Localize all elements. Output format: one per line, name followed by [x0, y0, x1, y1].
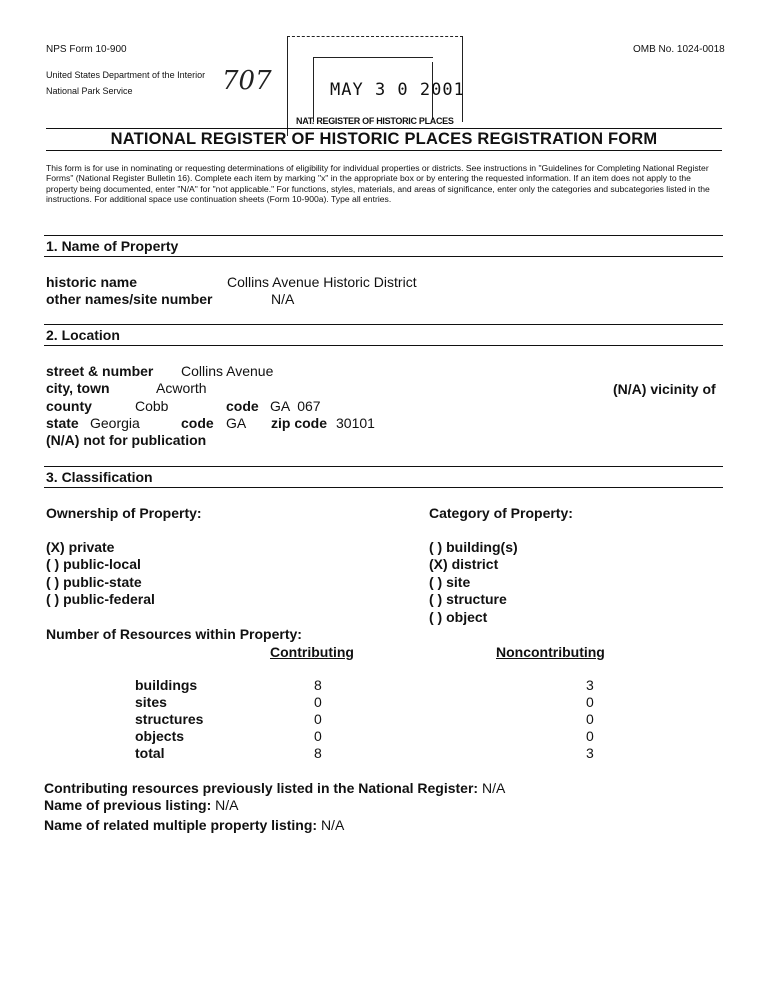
zip-label: zip code — [271, 415, 328, 431]
zip-value: 30101 — [336, 415, 375, 431]
category-label: structure — [446, 591, 507, 607]
category-option — [429, 539, 518, 555]
department-name: United States Department of the Interior — [46, 70, 206, 80]
multiple-property-label: Name of related multiple property listing: — [44, 817, 318, 833]
resource-contributing: 0 — [314, 711, 322, 727]
resource-contributing: 0 — [314, 694, 322, 710]
multiple-property-row — [44, 817, 344, 833]
county-code-value: GA 067 — [270, 398, 321, 414]
category-label: district — [451, 556, 499, 572]
state-code-value: GA — [226, 415, 247, 431]
resource-label: total — [135, 745, 165, 761]
stamp-text: NAT. REGISTER OF HISTORIC PLACES — [296, 116, 454, 126]
ownership-checkbox: ( ) — [46, 591, 60, 607]
resource-label: buildings — [135, 677, 198, 693]
category-checkbox: ( ) — [429, 539, 443, 555]
ownership-label: public-local — [63, 556, 141, 572]
form-title: NATIONAL REGISTER OF HISTORIC PLACES REGISTRATION FORM — [110, 130, 658, 148]
multiple-property-value: N/A — [320, 817, 345, 833]
ownership-title: Ownership of Property: — [46, 505, 202, 521]
section3-title: 3. Classification — [46, 469, 153, 485]
contributing-header: Contributing — [270, 644, 354, 660]
historic-name-row — [46, 274, 137, 290]
previously-listed-row — [44, 780, 505, 796]
ownership-label: private — [68, 539, 115, 555]
ownership-option — [46, 539, 114, 555]
ownership-checkbox: ( ) — [46, 574, 60, 590]
state-label: state — [46, 415, 79, 431]
street-label: street & number — [46, 363, 154, 379]
category-label: site — [446, 574, 471, 590]
category-option — [429, 574, 470, 590]
section2-rule-bottom — [44, 345, 723, 346]
resource-label: sites — [135, 694, 167, 710]
county-code-label: code — [226, 398, 259, 414]
ownership-checkbox: (X) — [46, 539, 65, 555]
instructions-paragraph: This form is for use in nominating or requesting determinations of eligibility for individual properties or districts. See instructions in "Guidelines for Completing National Register Forms" (National Register Bulletin 16). Complete each item by marking "x" in the appropriate box or by entering the requested information. If an item does not apply to the property being documented, enter "N/A" for "not applicable." For functions, styles, materials, and areas of significance, enter only the categories and subcategories listed in the instructions. For additional space use continuation sheets (Form 10-900a). Type all entries. — [46, 163, 710, 205]
resource-noncontributing: 3 — [586, 745, 594, 761]
county-value: Cobb — [135, 398, 169, 414]
resource-contributing: 8 — [314, 677, 322, 693]
section3-rule-top — [44, 466, 723, 467]
historic-name-label: historic name — [46, 274, 138, 290]
state-value: Georgia — [90, 415, 140, 431]
resource-noncontributing: 3 — [586, 677, 594, 693]
state-code-label: code — [181, 415, 214, 431]
section2-title: 2. Location — [46, 327, 120, 343]
ownership-checkbox: ( ) — [46, 556, 60, 572]
section2-rule-top — [44, 324, 723, 325]
ownership-label: public-federal — [63, 591, 155, 607]
category-title: Category of Property: — [429, 505, 573, 521]
title-rule-top — [46, 128, 722, 129]
category-label: building(s) — [446, 539, 518, 555]
other-names-value: N/A — [271, 291, 295, 307]
category-option — [429, 556, 498, 572]
ownership-option — [46, 574, 142, 590]
previous-listing-row — [44, 797, 238, 813]
category-checkbox: ( ) — [429, 609, 443, 625]
category-checkbox: ( ) — [429, 574, 443, 590]
resource-noncontributing: 0 — [586, 728, 594, 744]
category-option — [429, 609, 487, 625]
section1-rule-bottom — [44, 256, 723, 257]
form-number: NPS Form 10-900 — [46, 44, 127, 55]
category-option — [429, 591, 507, 607]
ownership-option — [46, 556, 141, 572]
city-value: Acworth — [156, 380, 207, 396]
resource-label: objects — [135, 728, 185, 744]
section3-rule-bottom — [44, 487, 723, 488]
resource-noncontributing: 0 — [586, 694, 594, 710]
resource-noncontributing: 0 — [586, 711, 594, 727]
previous-listing-label: Name of previous listing: — [44, 797, 212, 813]
vicinity-value: (N/A) vicinity of — [613, 381, 716, 397]
other-names-label: other names/site number — [46, 291, 213, 307]
previously-listed-label: Contributing resources previously listed in the National Register: — [44, 780, 479, 796]
resources-title: Number of Resources within Property: — [46, 626, 302, 642]
handwritten-number: 707 — [222, 66, 272, 96]
previous-listing-value: N/A — [215, 797, 239, 813]
category-checkbox: ( ) — [429, 591, 443, 607]
section1-title: 1. Name of Property — [46, 238, 179, 254]
noncontributing-header: Noncontributing — [496, 644, 605, 660]
section1-rule-top — [44, 235, 723, 236]
category-label: object — [446, 609, 488, 625]
resource-contributing: 8 — [314, 745, 322, 761]
stamp-date: MAY 3 0 2001 — [330, 80, 465, 100]
street-value: Collins Avenue — [181, 363, 274, 379]
ownership-label: public-state — [63, 574, 142, 590]
previously-listed-value: N/A — [481, 780, 506, 796]
ownership-option — [46, 591, 155, 607]
not-for-publication: (N/A) not for publication — [46, 432, 207, 448]
county-label: county — [46, 398, 92, 414]
category-checkbox: (X) — [429, 556, 448, 572]
resource-contributing: 0 — [314, 728, 322, 744]
resource-label: structures — [135, 711, 204, 727]
omb-number: OMB No. 1024-0018 — [633, 44, 725, 55]
title-rule-bottom — [46, 150, 722, 151]
service-name: National Park Service — [46, 86, 133, 96]
city-label: city, town — [46, 380, 110, 396]
historic-name-value: Collins Avenue Historic District — [227, 274, 417, 290]
